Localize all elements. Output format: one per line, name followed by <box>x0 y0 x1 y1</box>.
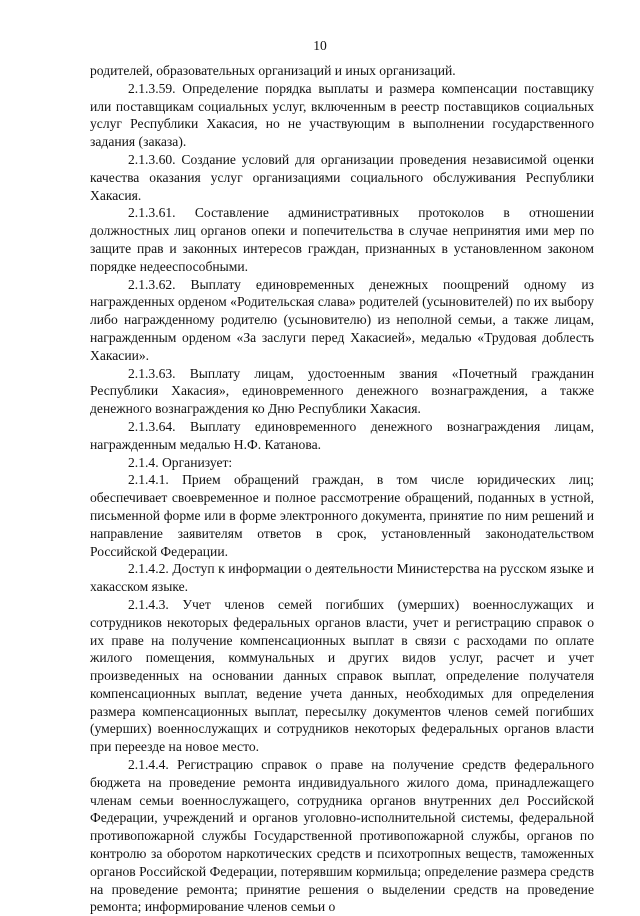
paragraph: 2.1.3.61. Составление административных протоколов в отношении должностных лиц органов опеки и попечительства в случае непринятия ими мер по защите прав и законных интересов граждан, признанных в установленном законом порядке недееспособными. <box>90 205 594 274</box>
paragraph: 2.1.4. Организует: <box>128 454 233 470</box>
paragraph: 2.1.4.4. Регистрацию справок о праве на получение средств федерального бюджета на проведение ремонта индивидуального жилого дома, принадлежащего членам семьи военнослужащего, сотрудника органов внутренних дел Российской Федерации, учреждений и органов уголовно-исполнительной системы, федеральной противопожарной службы Государственной противопожарной службы, органов по контролю за оборотом наркотических средств и психотропных веществ, таможенных органов Российской Федерации, потерявшим кормильца; определение размера средств на проведение ремонта; принятие решения о выделении средств на проведение ремонта; информирование членов семьи о <box>90 757 594 915</box>
paragraph: 2.1.4.3. Учет членов семей погибших (умерших) военнослужащих и сотрудников некоторых федеральных органов власти, учет и регистрацию справок о их праве на получение компенсационных выплат в связи с расходами по оплате жилого помещения, коммунальных и других видов услуг, расчет и учет произведенных на основании данных справок выплат, определение получателя компенсационных выплат, ведение учета данных, необходимых для определения размера компенсационных выплат, пересылку документов членов семей погибших (умерших) военнослужащих и сотрудников некоторых федеральных органов власти при переезде на новое место. <box>90 596 594 755</box>
paragraph: родителей, образовательных организаций и иных организаций. <box>90 63 456 78</box>
paragraph: 2.1.3.60. Создание условий для организации проведения независимой оценки качества оказания услуг организациями социального обслуживания Республики Хакасия. <box>90 151 594 203</box>
paragraph: 2.1.4.2. Доступ к информации о деятельности Министерства на русском языке и хакасском языке. <box>90 561 594 595</box>
paragraph: 2.1.3.64. Выплату единовременного денежного вознаграждения лицам, награжденным медалью Н.Ф. Катанова. <box>90 418 594 452</box>
paragraph: 2.1.3.62. Выплату единовременных денежных поощрений одному из награжденных орденом «Родительская слава» родителей (усыновителей) по их выбору либо награжденному родителю (усыновителю) из неполной семьи, а также лицам, награжденным орденом «За заслуги перед Хакасией», медалью «Трудовая доблесть Хакасии». <box>90 276 594 363</box>
document-body <box>90 62 594 916</box>
page-number: 10 <box>313 38 327 53</box>
paragraph: 2.1.3.63. Выплату лицам, удостоенным звания «Почетный гражданин Республики Хакасия», единовременного денежного вознаграждения, а также денежного вознаграждения ко Дню Республики Хакасия. <box>90 365 594 417</box>
paragraph: 2.1.3.59. Определение порядка выплаты и размера компенсации поставщику или поставщикам социальных услуг, включенным в реестр поставщиков социальных услуг Республики Хакасия, но не участвующим в выполнении государственного задания (заказа). <box>90 80 594 150</box>
paragraph: 2.1.4.1. Прием обращений граждан, в том числе юридических лиц; обеспечивает своевременное и полное рассмотрение обращений, поданных в устной, письменной форме или в форме электронного документа, принятие по ним решений и направление заявителям ответов в срок, установленный законодательством Российской Федерации. <box>90 472 594 559</box>
